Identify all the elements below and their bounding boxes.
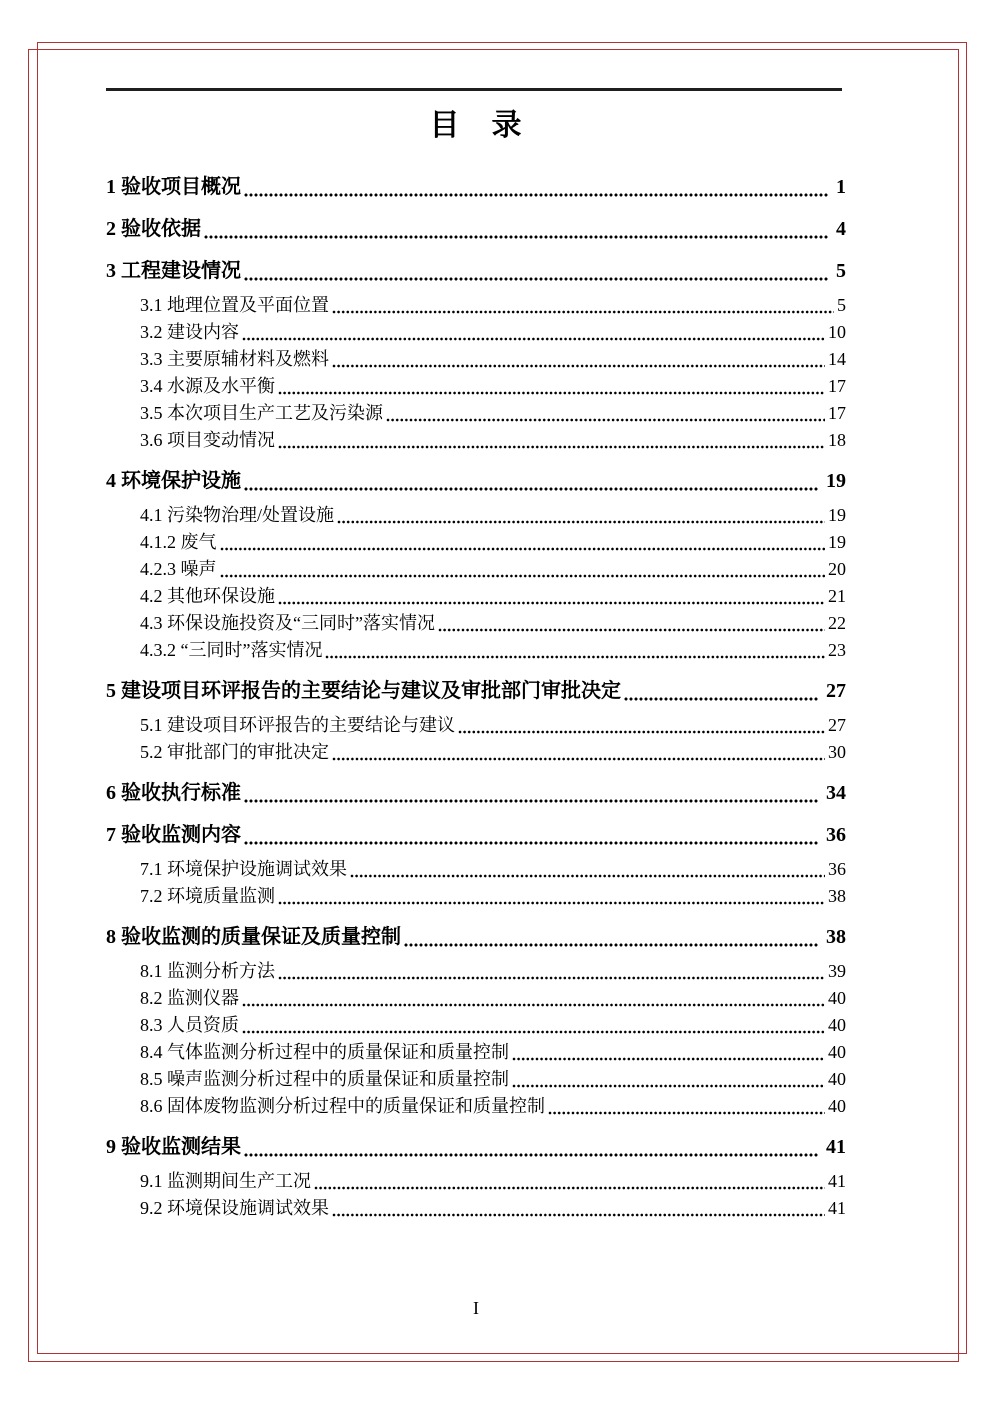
toc-entry-page: 40	[828, 1069, 846, 1089]
toc-entry	[106, 346, 846, 373]
toc-entry	[106, 739, 846, 766]
toc-entry-label: 7.1 环境保护设施调试效果	[140, 859, 347, 879]
toc-entry-label: 4.1.2 废气	[140, 532, 217, 552]
dot-leader	[325, 655, 825, 659]
toc-entry-label: 8.1 监测分析方法	[140, 961, 275, 981]
dot-leader	[337, 520, 825, 524]
dot-leader	[458, 730, 825, 734]
dot-leader	[278, 445, 825, 449]
toc-entry-page: 40	[828, 1096, 846, 1116]
toc-entry-label: 3.1 地理位置及平面位置	[140, 295, 329, 315]
toc-entry	[106, 529, 846, 556]
toc-entry-page: 19	[826, 470, 846, 492]
toc-entry	[106, 1066, 846, 1093]
toc-entry	[106, 610, 846, 637]
dot-leader	[404, 943, 819, 947]
toc-content	[106, 0, 846, 1222]
toc-entry	[106, 820, 846, 850]
toc-entry-page: 1	[836, 176, 846, 198]
toc-entry-label: 3.2 建设内容	[140, 322, 239, 342]
toc-entry-label: 4.2 其他环保设施	[140, 586, 275, 606]
toc-entry-label: 4.3.2 “三同时”落实情况	[140, 640, 323, 660]
dot-leader	[242, 1030, 825, 1034]
toc-entry-page: 17	[828, 403, 846, 423]
dot-leader	[244, 799, 819, 803]
toc-entry-label: 2 验收依据	[106, 218, 201, 240]
toc-entry-label: 9.1 监测期间生产工况	[140, 1171, 311, 1191]
toc-entry	[106, 1168, 846, 1195]
toc-entry-page: 36	[826, 824, 846, 846]
toc-entry-label: 7.2 环境质量监测	[140, 886, 275, 906]
dot-leader	[278, 601, 825, 605]
dot-leader	[314, 1186, 825, 1190]
toc-entry-page: 22	[828, 613, 846, 633]
dot-leader	[220, 574, 826, 578]
dot-leader	[242, 337, 825, 341]
toc-entry-page: 5	[836, 260, 846, 282]
footer-page-number: I	[473, 1298, 479, 1318]
toc-entry-label: 4.1 污染物治理/处置设施	[140, 505, 335, 525]
dot-leader	[332, 757, 825, 761]
toc-entry-label: 8.3 人员资质	[140, 1015, 239, 1035]
dot-leader	[244, 277, 829, 281]
toc-entry	[106, 172, 846, 202]
toc-entry	[106, 637, 846, 664]
toc-entry	[106, 256, 846, 286]
toc-entry-page: 4	[836, 218, 846, 240]
toc-entry-label: 8 验收监测的质量保证及质量控制	[106, 926, 401, 948]
toc-entry	[106, 583, 846, 610]
toc-entry	[106, 373, 846, 400]
toc-entry-label: 9.2 环境保设施调试效果	[140, 1198, 329, 1218]
dot-leader	[244, 193, 829, 197]
toc-entry-page: 14	[828, 349, 846, 369]
dot-leader	[512, 1057, 825, 1061]
toc-entry-page: 10	[828, 322, 846, 342]
toc-entry-page: 39	[828, 961, 846, 981]
toc-entry-page: 41	[828, 1171, 846, 1191]
dot-leader	[512, 1084, 825, 1088]
toc-entry-label: 8.5 噪声监测分析过程中的质量保证和质量控制	[140, 1069, 509, 1089]
toc-entry	[106, 883, 846, 910]
dot-leader	[244, 1153, 819, 1157]
toc-entry-label: 9 验收监测结果	[106, 1136, 241, 1158]
toc-entry-page: 38	[826, 926, 846, 948]
toc-entry	[106, 214, 846, 244]
toc-entry-label: 5.2 审批部门的审批决定	[140, 742, 329, 762]
toc-entry-page: 27	[828, 715, 846, 735]
toc-entry	[106, 985, 846, 1012]
toc-entry-page: 41	[828, 1198, 846, 1218]
toc-entry-page: 19	[828, 532, 846, 552]
dot-leader	[332, 364, 825, 368]
dot-leader	[386, 418, 825, 422]
toc-entry-label: 3 工程建设情况	[106, 260, 241, 282]
toc-entry	[106, 1012, 846, 1039]
toc-entry-page: 23	[828, 640, 846, 660]
toc-entry-page: 40	[828, 1042, 846, 1062]
toc-entry	[106, 778, 846, 808]
dot-leader	[438, 628, 825, 632]
toc-entry-label: 5.1 建设项目环评报告的主要结论与建议	[140, 715, 455, 735]
toc-entry	[106, 1132, 846, 1162]
dot-leader	[204, 235, 829, 239]
toc-entry	[106, 922, 846, 952]
dot-leader	[278, 391, 825, 395]
toc-entry-page: 5	[837, 295, 846, 315]
toc-entry-label: 4.2.3 噪声	[140, 559, 217, 579]
toc-entry	[106, 1195, 846, 1222]
toc-entry-page: 38	[828, 886, 846, 906]
toc-entry-label: 8.2 监测仪器	[140, 988, 239, 1008]
toc-entry	[106, 1093, 846, 1120]
toc-entry	[106, 319, 846, 346]
page-title: 目 录	[429, 109, 523, 142]
dot-leader	[242, 1003, 825, 1007]
toc-entry	[106, 676, 846, 706]
toc-entry	[106, 958, 846, 985]
dot-leader	[350, 874, 825, 878]
toc-entry	[106, 856, 846, 883]
toc-entry-label: 8.6 固体废物监测分析过程中的质量保证和质量控制	[140, 1096, 545, 1116]
toc-entry-label: 4.3 环保设施投资及“三同时”落实情况	[140, 613, 435, 633]
toc-entry-label: 3.6 项目变动情况	[140, 430, 275, 450]
toc-entry-label: 6 验收执行标准	[106, 782, 241, 804]
toc-entry-label: 5 建设项目环评报告的主要结论与建议及审批部门审批决定	[106, 680, 621, 702]
dot-leader	[244, 487, 819, 491]
toc-entry-label: 3.3 主要原辅材料及燃料	[140, 349, 329, 369]
toc-entry-label: 1 验收项目概况	[106, 176, 241, 198]
toc-entry-label: 8.4 气体监测分析过程中的质量保证和质量控制	[140, 1042, 509, 1062]
dot-leader	[220, 547, 826, 551]
toc-entry-label: 3.5 本次项目生产工艺及污染源	[140, 403, 383, 423]
toc-entry	[106, 400, 846, 427]
toc-entry	[106, 427, 846, 454]
toc-entry-page: 36	[828, 859, 846, 879]
dot-leader	[278, 976, 825, 980]
toc-entry-page: 40	[828, 1015, 846, 1035]
dot-leader	[332, 310, 834, 314]
toc-entry-page: 19	[828, 505, 846, 525]
toc-entry-page: 27	[826, 680, 846, 702]
toc-entry	[106, 466, 846, 496]
toc-entry-page: 30	[828, 742, 846, 762]
toc-entry-label: 4 环境保护设施	[106, 470, 241, 492]
toc-entry	[106, 1039, 846, 1066]
toc-entry-page: 17	[828, 376, 846, 396]
toc-entry-label: 7 验收监测内容	[106, 824, 241, 846]
toc-entry-page: 34	[826, 782, 846, 804]
toc-list	[106, 172, 846, 1222]
toc-entry-page: 20	[828, 559, 846, 579]
toc-entry	[106, 712, 846, 739]
toc-entry	[106, 292, 846, 319]
toc-entry-page: 21	[828, 586, 846, 606]
toc-entry-page: 40	[828, 988, 846, 1008]
dot-leader	[624, 697, 819, 701]
toc-entry	[106, 502, 846, 529]
toc-entry-label: 3.4 水源及水平衡	[140, 376, 275, 396]
toc-entry-page: 18	[828, 430, 846, 450]
dot-leader	[332, 1213, 825, 1217]
dot-leader	[548, 1111, 825, 1115]
toc-entry	[106, 556, 846, 583]
toc-entry-page: 41	[826, 1136, 846, 1158]
dot-leader	[244, 841, 819, 845]
dot-leader	[278, 901, 825, 905]
